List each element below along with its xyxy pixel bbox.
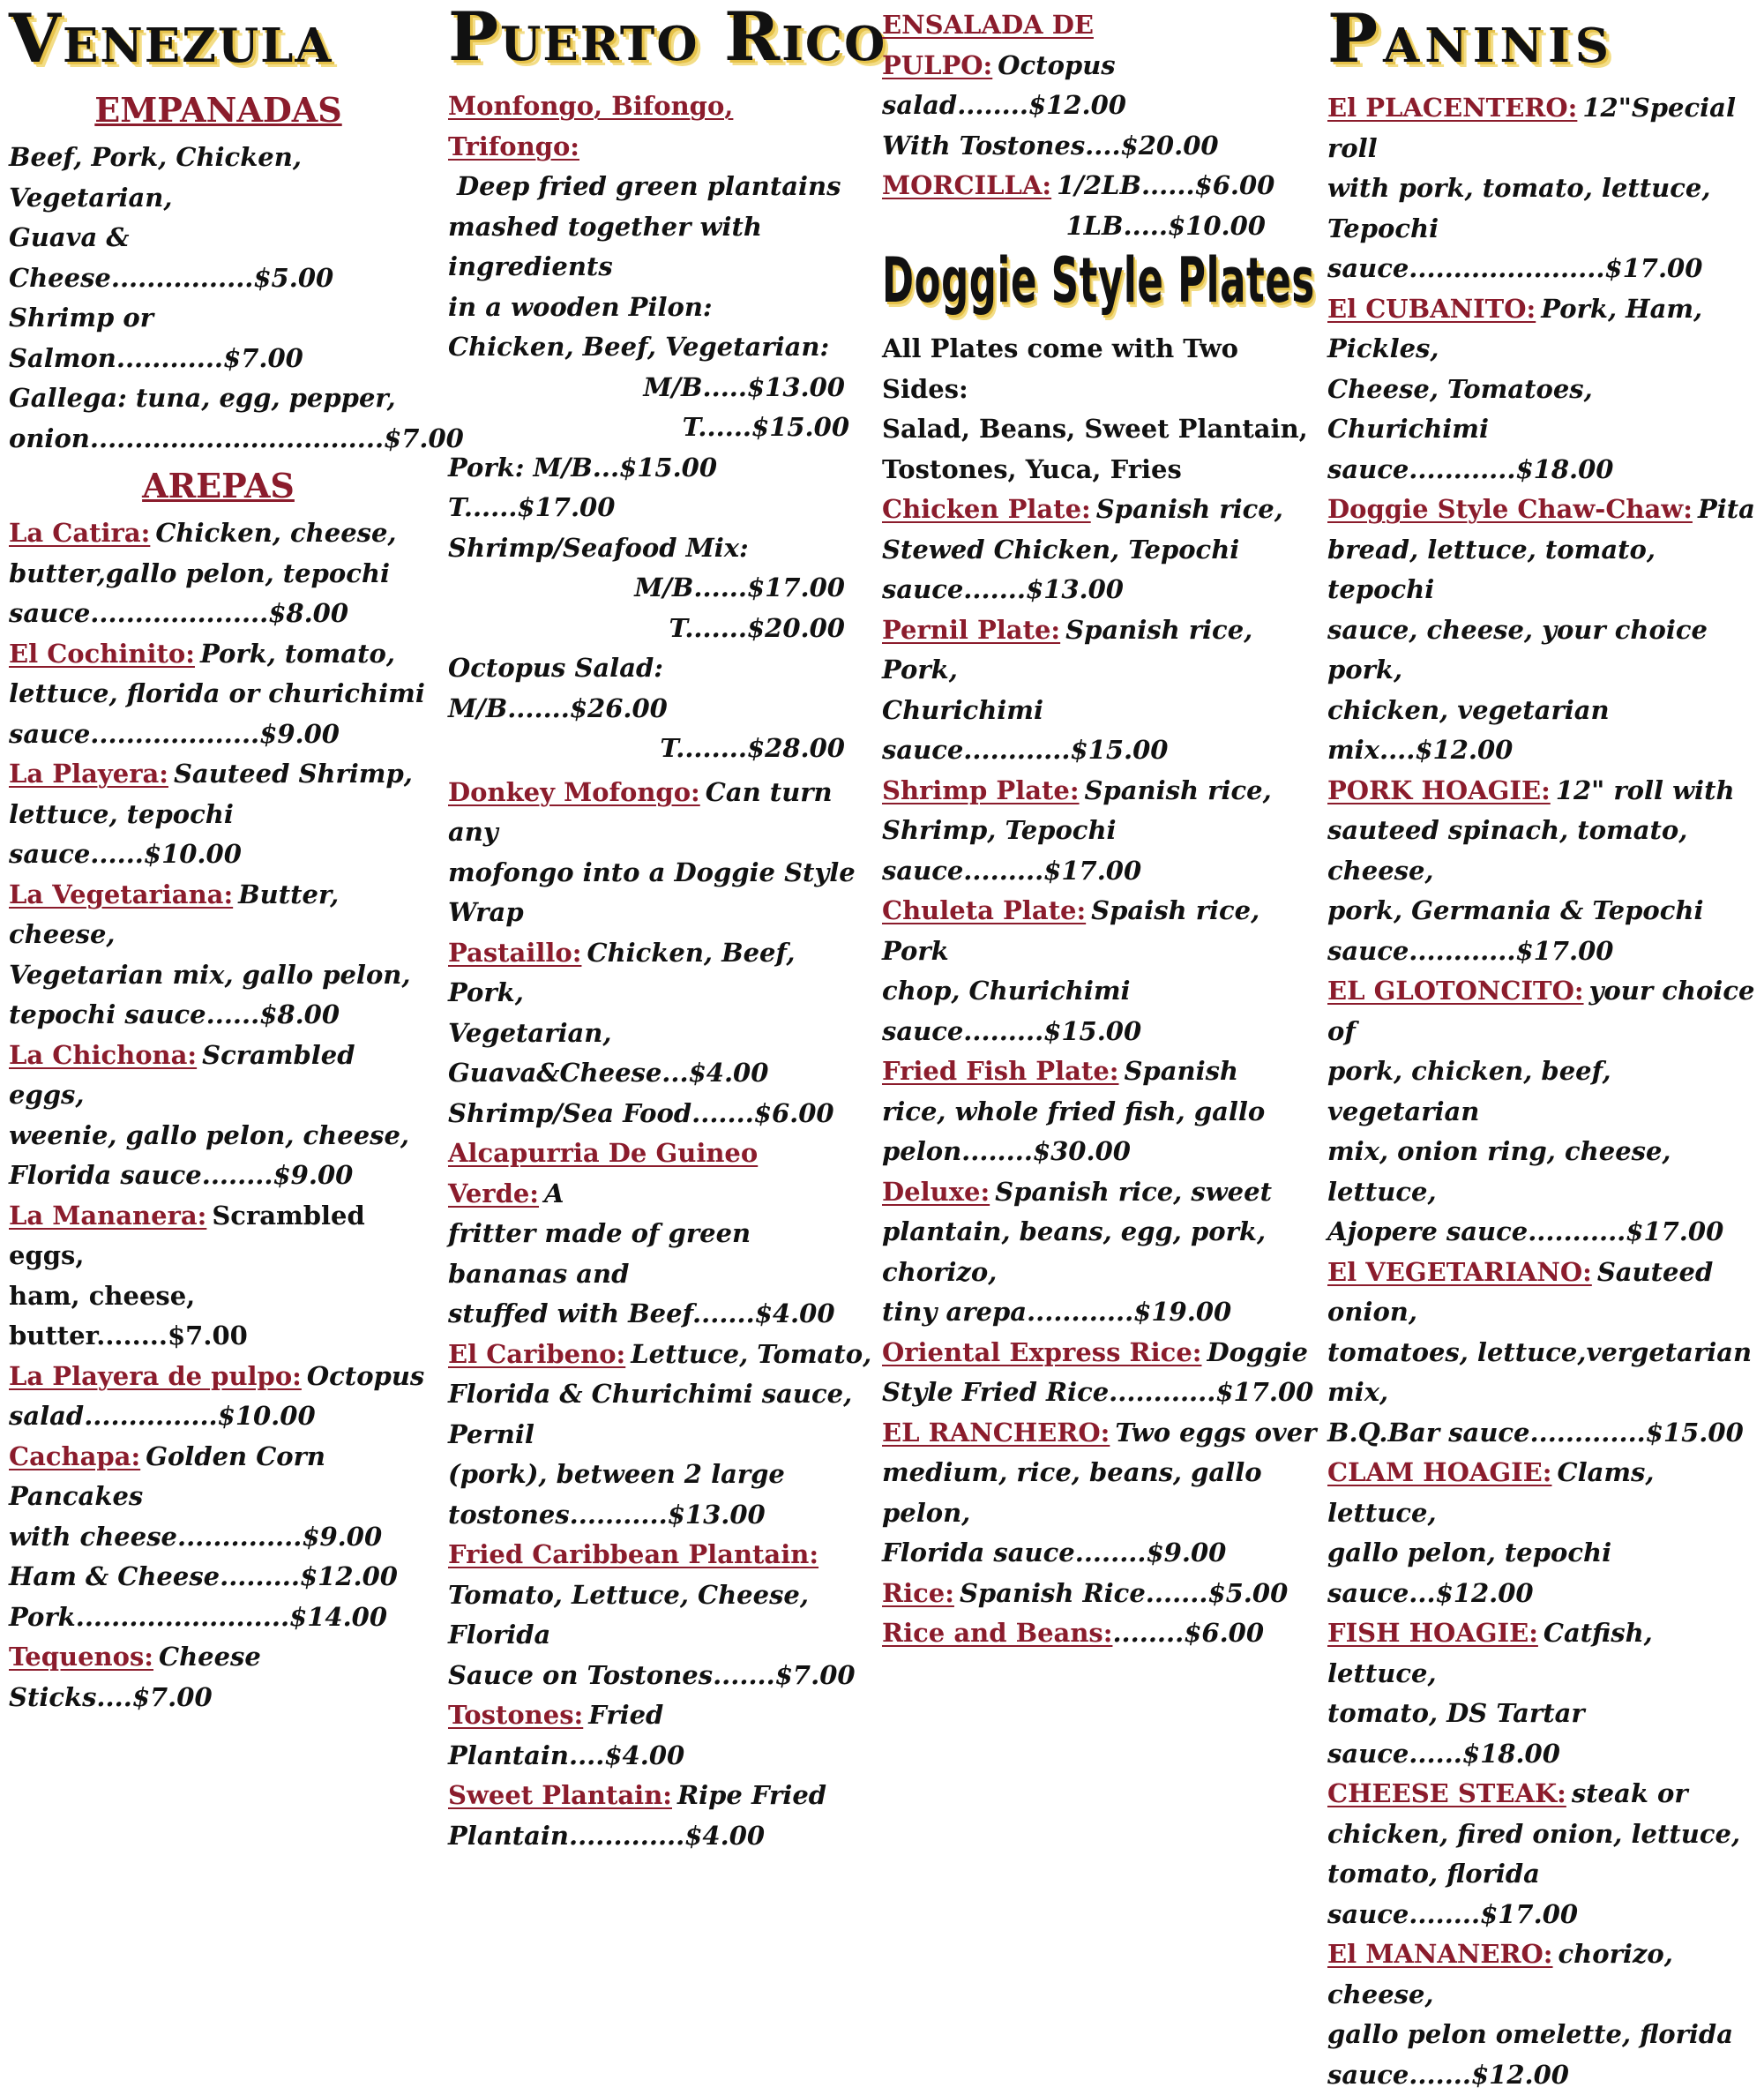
item-desc: Ripe Fried [677, 1780, 826, 1810]
item-desc: Sauteed Shrimp, [174, 759, 413, 789]
item-name: Doggie Style Chaw-Chaw: [1327, 494, 1693, 524]
item-desc: with pork, tomato, lettuce, Tepochi [1327, 168, 1760, 249]
item-name: Fried Caribbean Plantain: [448, 1539, 818, 1569]
item-price: M/B.....$13.00 [448, 368, 876, 408]
menu-item [448, 1776, 876, 1856]
item-price: Plantain.............$4.00 [448, 1816, 876, 1857]
item-price: tomato, florida sauce........$17.00 [1327, 1854, 1760, 1934]
item-price: Fried Plantain....$4.00 [448, 1700, 684, 1770]
menu-item [882, 1413, 1319, 1574]
item-desc: Can turn any [448, 777, 833, 848]
item-price: tomato, DS Tartar sauce......$18.00 [1327, 1694, 1760, 1774]
item-name: CHEESE STEAK: [1327, 1778, 1566, 1808]
menu-item [882, 1613, 1319, 1654]
item-price: salad...............$10.00 [9, 1396, 428, 1437]
ensalada-de-pulpo-item [882, 5, 1319, 166]
item-name: La Catira: [9, 518, 150, 548]
item-desc: A [544, 1178, 564, 1208]
item-price: Sauce on Tostones.......$7.00 [448, 1656, 876, 1696]
menu-item [1327, 88, 1760, 289]
item-name: La Vegetariana: [9, 879, 233, 909]
item-name: Tequenos: [9, 1642, 153, 1672]
item-price: tostones...........$13.00 [448, 1495, 876, 1536]
item-desc: Octopus [998, 50, 1115, 80]
menu-item [9, 1637, 428, 1717]
empanadas-list [9, 138, 428, 459]
item-price: sauce.......$12.00 [1327, 2055, 1760, 2095]
menu-item [1327, 1253, 1760, 1454]
item-name: MORCILLA: [882, 170, 1051, 200]
item-desc: Scrambled eggs, [9, 1201, 365, 1271]
item-desc: Golden Corn Pancakes [9, 1441, 325, 1512]
item-price: sauce............$17.00 [1327, 932, 1760, 972]
item-desc: Pork, tomato, [200, 639, 395, 669]
item-desc: Spanish rice, Pork, [882, 615, 1252, 685]
paninis-banner: Paninis [1327, 5, 1760, 72]
intro-line: Tostones, Yuca, Fries [882, 450, 1319, 490]
menu-item [9, 513, 428, 634]
item-price: sauce......................$17.00 [1327, 249, 1760, 289]
item-desc: Clams, lettuce, [1327, 1457, 1654, 1528]
venezula-banner: Venezula [9, 5, 428, 72]
item-name: El MANANERO: [1327, 1939, 1553, 1969]
menu-item [1327, 1934, 1760, 2095]
item-price: chicken, vegetarian mix....$12.00 [1327, 691, 1760, 771]
item-desc: steak or [1572, 1778, 1688, 1808]
item-price: Pork........................$14.00 [9, 1597, 428, 1638]
mofongo-item [448, 86, 876, 769]
item-desc: Butter, cheese, [9, 879, 339, 950]
item-desc: Two eggs over [1115, 1418, 1316, 1448]
item-price: Vegetarian, Guava&Cheese...$4.00 [448, 1014, 876, 1094]
intro-line: All Plates come with Two Sides: [882, 329, 1319, 409]
item-name: PORK HOAGIE: [1327, 775, 1551, 805]
item-name: Chicken Plate: [882, 494, 1091, 524]
menu-item [9, 1036, 428, 1196]
item-desc: pork, chicken, beef, vegetarian [1327, 1051, 1760, 1132]
item-price: T.......$20.00 [448, 609, 876, 649]
menu-item [882, 1333, 1319, 1413]
menu-line: Beef, Pork, Chicken, Vegetarian, [9, 138, 428, 218]
item-price: Ajopere sauce...........$17.00 [1327, 1212, 1760, 1253]
item-price: Florida sauce........$9.00 [882, 1533, 1319, 1574]
doggie-style-banner-wrap [882, 250, 1319, 325]
item-name: Chuleta Plate: [882, 895, 1086, 925]
item-name: Pastaillo: [448, 938, 581, 968]
item-name: Oriental Express Rice: [882, 1337, 1201, 1367]
item-desc: Stewed Chicken, Tepochi [882, 530, 1319, 571]
item-desc: Octopus [307, 1361, 424, 1391]
item-desc: Tomato, Lettuce, Cheese, Florida [448, 1575, 876, 1656]
item-price: Pork: M/B...$15.00 T......$17.00 [448, 448, 876, 528]
item-desc: Florida & Churichimi sauce, Pernil [448, 1374, 876, 1455]
item-name: FISH HOAGIE: [1327, 1618, 1538, 1648]
menu-line: Gallega: tuna, egg, pepper, [9, 378, 428, 419]
item-price: sauce............$18.00 [1327, 450, 1760, 490]
item-price: T......$15.00 [448, 408, 876, 448]
item-price: Churichimi sauce............$15.00 [882, 691, 1319, 771]
item-price: salad........$12.00 [882, 86, 1319, 126]
item-price: Spanish Rice.......$5.00 [960, 1578, 1288, 1608]
item-price: T........$28.00 [448, 729, 876, 769]
empanadas-heading: EMPANADAS [9, 88, 428, 132]
menu-item [9, 1357, 428, 1437]
menu-item [882, 1051, 1319, 1172]
item-name: EL GLOTONCITO: [1327, 976, 1584, 1006]
menu-item [1327, 771, 1760, 972]
menu-item [1327, 1613, 1760, 1774]
menu-item [9, 1196, 428, 1357]
item-name: El CUBANITO: [1327, 294, 1536, 324]
item-desc: tomatoes, lettuce,vergetarian mix, [1327, 1333, 1760, 1413]
item-name: Donkey Mofongo: [448, 777, 700, 807]
item-name: CLAM HOAGIE: [1327, 1457, 1551, 1487]
item-price: gallo pelon, tepochi sauce...$12.00 [1327, 1533, 1760, 1613]
menu-item [1327, 289, 1760, 490]
item-desc: lettuce, florida or churichimi [9, 674, 428, 715]
menu-item [882, 610, 1319, 771]
menu-item [882, 891, 1319, 1051]
item-price: ham, cheese, butter........$7.00 [9, 1276, 428, 1357]
item-desc: Chicken, cheese, [155, 518, 396, 548]
item-name: Deluxe: [882, 1177, 990, 1207]
item-name: La Playera de pulpo: [9, 1361, 302, 1391]
item-name: Alcapurria De Guineo Verde: [448, 1138, 758, 1208]
item-desc: (pork), between 2 large [448, 1455, 876, 1495]
item-desc: pork, Germania & Tepochi [1327, 891, 1760, 932]
menu-item [882, 490, 1319, 610]
item-desc: rice, whole fried fish, gallo [882, 1092, 1319, 1133]
item-price: stuffed with Beef.......$4.00 [448, 1294, 876, 1335]
menu-line: Shrimp or Salmon............$7.00 [9, 298, 428, 378]
menu-item [1327, 971, 1760, 1253]
item-desc: sauce, cheese, your choice pork, [1327, 610, 1760, 691]
item-desc: Spanish [1124, 1056, 1238, 1086]
item-price: with cheese..............$9.00 [9, 1517, 428, 1558]
item-desc: mashed together with ingredients [448, 207, 876, 288]
item-name: ENSALADA DE PULPO: [882, 10, 1094, 80]
menu-item [882, 1574, 1319, 1614]
menu-item [448, 773, 876, 933]
menu-item [1327, 1774, 1760, 1934]
venezula-column [9, 0, 428, 1363]
puerto-rico-banner: Puerto Rico [448, 4, 876, 71]
menu-item [9, 875, 428, 1036]
item-name: La Chichona: [9, 1040, 197, 1070]
item-desc: weenie, gallo pelon, cheese, [9, 1116, 428, 1156]
item-name: La Playera: [9, 759, 168, 789]
item-desc: Shrimp/Seafood Mix: [448, 528, 876, 569]
paninis-column [1327, 0, 1760, 1363]
item-desc: Doggie [1207, 1337, 1308, 1367]
item-name: Rice and Beans: [882, 1618, 1112, 1648]
item-desc: Spaish rice, Pork [882, 895, 1259, 966]
item-price: M/B......$17.00 [448, 568, 876, 609]
item-desc: Spanish rice, [1096, 494, 1283, 524]
item-name: El Cochinito: [9, 639, 195, 669]
item-name: Sweet Plantain: [448, 1780, 672, 1810]
item-desc: gallo pelon omelette, florida [1327, 2015, 1760, 2055]
item-name: La Mananera: [9, 1201, 206, 1231]
item-desc: medium, rice, beans, gallo pelon, [882, 1453, 1319, 1533]
item-price: Octopus Salad: M/B.......$26.00 [448, 648, 876, 729]
menu-line: Guava & Cheese................$5.00 [9, 218, 428, 298]
item-name: Monfongo, Bifongo, Trifongo: [448, 91, 733, 161]
item-desc: Pita [1698, 494, 1755, 524]
item-desc: sauteed spinach, tomato, cheese, [1327, 811, 1760, 891]
item-price: sauce....................$8.00 [9, 594, 428, 634]
item-desc: in a wooden Pilon: [448, 288, 876, 328]
arepas-heading: AREPAS [9, 464, 428, 508]
item-desc: Lettuce, Tomato, [631, 1339, 871, 1369]
item-name: Tostones: [448, 1700, 583, 1730]
item-price: 1/2LB......$6.00 [1057, 170, 1274, 200]
item-price: tiny arepa............$19.00 [882, 1292, 1319, 1333]
item-desc: 12" roll with [1556, 775, 1735, 805]
item-name: El PLACENTERO: [1327, 93, 1577, 123]
item-desc: mofongo into a Doggie Style Wrap [448, 853, 876, 933]
item-price: pelon........$30.00 [882, 1132, 1319, 1172]
item-desc: Scrambled eggs, [9, 1040, 355, 1111]
item-price: ........$6.00 [1112, 1618, 1264, 1648]
item-desc: chicken, fired onion, lettuce, [1327, 1814, 1760, 1855]
morcilla-item [882, 166, 1319, 246]
item-price: B.Q.Bar sauce.............$15.00 [1327, 1413, 1760, 1454]
item-desc: chorizo, cheese, [1327, 1939, 1673, 2009]
item-desc: 12"Special roll [1327, 93, 1736, 163]
intro-line: Salad, Beans, Sweet Plantain, [882, 409, 1319, 450]
item-desc: Spanish rice, [1085, 775, 1272, 805]
item-desc: butter,gallo pelon, tepochi [9, 554, 428, 595]
menu-item [448, 1335, 876, 1536]
item-price: sauce.......$13.00 [882, 570, 1319, 610]
menu-item [448, 933, 876, 1134]
item-price: lettuce, tepochi sauce......$10.00 [9, 795, 428, 875]
item-price: Style Fried Rice............$17.00 [882, 1373, 1319, 1413]
plates-column [882, 0, 1319, 1363]
item-desc: Sauteed onion, [1327, 1257, 1713, 1328]
menu-item [448, 1535, 876, 1695]
item-name: Shrimp Plate: [882, 775, 1080, 805]
menu-item [1327, 490, 1760, 771]
item-desc: Chicken, Beef, Pork, [448, 938, 795, 1008]
item-price: chop, Churichimi sauce.........$15.00 [882, 971, 1319, 1051]
doggie-style-plates-banner: Doggie Style Plates [882, 250, 1153, 311]
item-desc: plantain, beans, egg, pork, chorizo, [882, 1212, 1319, 1292]
item-desc: Vegetarian mix, gallo pelon, [9, 955, 428, 996]
menu-item [882, 771, 1319, 892]
item-desc: Cheese, Tomatoes, Churichimi [1327, 370, 1760, 450]
item-price: With Tostones....$20.00 [882, 126, 1319, 167]
item-desc: Pork, Ham, Pickles, [1327, 294, 1702, 364]
menu-item [1327, 1453, 1760, 1613]
item-desc: your choice of [1327, 976, 1754, 1046]
menu-item [882, 1172, 1319, 1333]
item-desc: bread, lettuce, tomato, tepochi [1327, 530, 1760, 610]
item-desc: Deep fried green plantains [448, 167, 876, 207]
item-name: Fried Fish Plate: [882, 1056, 1118, 1086]
item-name: Rice: [882, 1578, 954, 1608]
item-desc: Catfish, lettuce, [1327, 1618, 1653, 1688]
item-price: Cheese Sticks....$7.00 [9, 1642, 261, 1712]
item-desc: Spanish rice, sweet [995, 1177, 1272, 1207]
item-name: EL RANCHERO: [882, 1418, 1110, 1448]
item-price: Florida sauce........$9.00 [9, 1156, 428, 1196]
item-price: sauce...................$9.00 [9, 715, 428, 755]
menu-item [9, 754, 428, 875]
item-name: El VEGETARIANO: [1327, 1257, 1592, 1287]
item-price: 1LB.....$10.00 [882, 206, 1319, 247]
item-desc: Chicken, Beef, Vegetarian: [448, 327, 876, 368]
item-desc: mix, onion ring, cheese, lettuce, [1327, 1132, 1760, 1212]
menu-item [448, 1134, 876, 1335]
item-name: Pernil Plate: [882, 615, 1060, 645]
menu-line: onion.................................$7.00 [9, 419, 428, 460]
menu-item [448, 1695, 876, 1776]
item-name: Cachapa: [9, 1441, 140, 1471]
menu-item [9, 634, 428, 755]
item-desc: fritter made of green bananas and [448, 1214, 876, 1294]
item-price: Shrimp, Tepochi sauce.........$17.00 [882, 811, 1319, 891]
puerto-rico-column [448, 0, 876, 1363]
item-price: Ham & Cheese.........$12.00 [9, 1557, 428, 1597]
item-price: tepochi sauce......$8.00 [9, 995, 428, 1036]
menu-item [9, 1437, 428, 1638]
plates-intro [882, 329, 1319, 490]
item-name: El Caribeno: [448, 1339, 625, 1369]
item-price: Shrimp/Sea Food.......$6.00 [448, 1094, 876, 1134]
